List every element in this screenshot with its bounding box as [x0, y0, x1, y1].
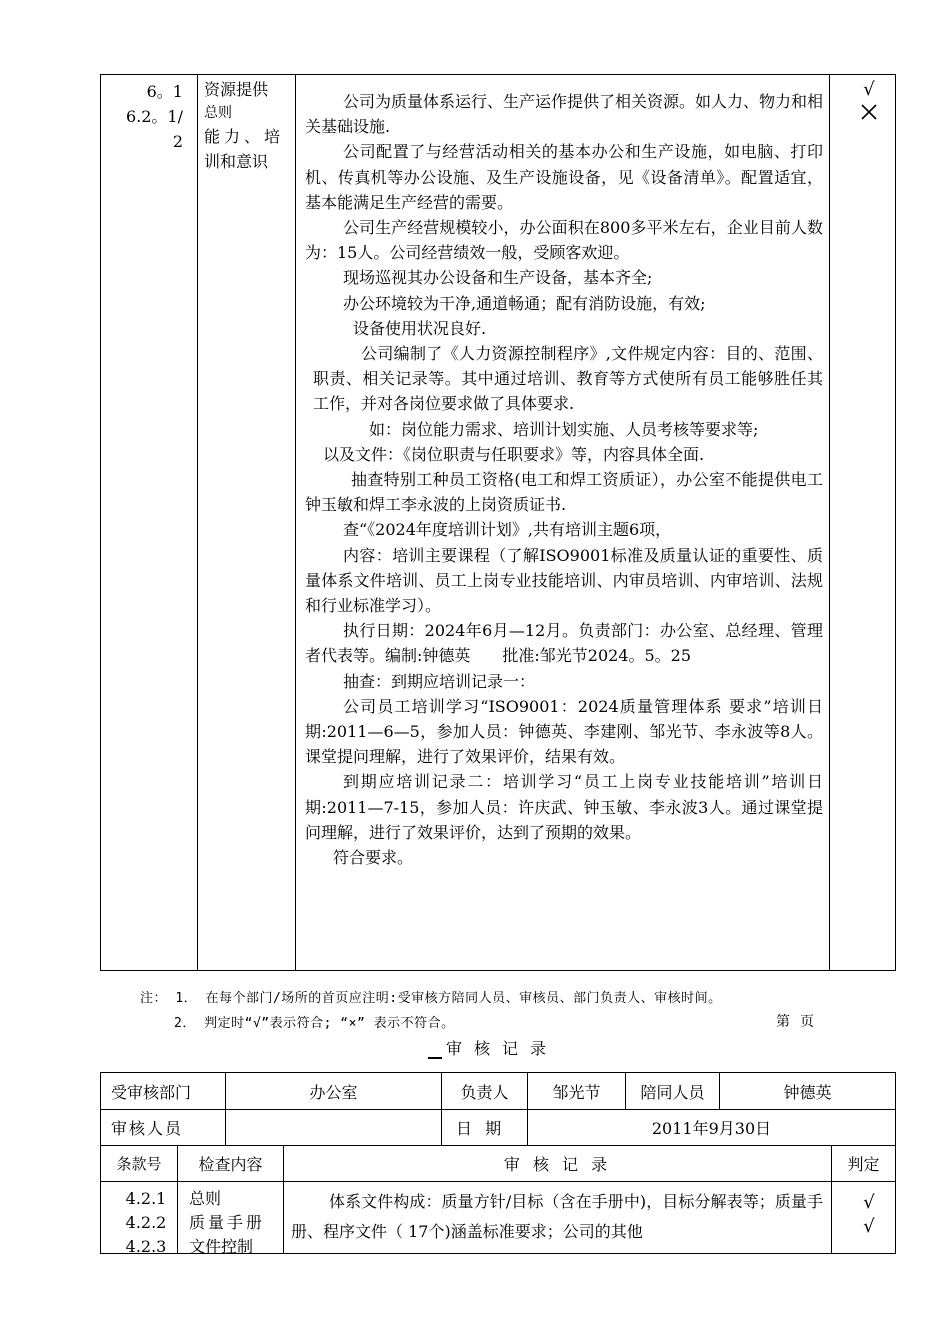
record-paragraph: 抽查特别工种员工资格(电工和焊工资质证），办公室不能提供电工钟玉敏和焊工李永波的上岗资质证书.: [305, 470, 823, 515]
col-record-header: 审 核 记 录: [283, 1145, 831, 1181]
audit-record-cell: [305, 89, 823, 870]
record-paragraph: 公司编制了《人力资源控制程序》,文件规定内容：目的、范围、职责、相关记录等。其中通过培训、教育等方式使所有员工能够胜任其工作，并对各岗位要求做了具体要求.: [313, 344, 823, 414]
check-mark-icon: √: [863, 1216, 875, 1237]
check-mark-icon: √: [863, 79, 875, 100]
page-number-label: 第页: [776, 1014, 824, 1030]
audit-record-title: [428, 1036, 558, 1059]
header-row-dept: [101, 1073, 895, 1110]
dept-value: 办公室: [225, 1073, 441, 1109]
column-divider: [295, 75, 296, 970]
column-divider: [829, 75, 830, 970]
verdict-cell: [841, 1191, 897, 1239]
clause-number-cell: [101, 79, 197, 154]
date-value: 2011年9月30日: [527, 1109, 895, 1145]
col-content-header: 检查内容: [177, 1145, 283, 1181]
record-paragraph: 如：岗位能力需求、培训计划实施、人员考核等要求等;: [369, 419, 759, 439]
record-paragraph: 公司配置了与经营活动相关的基本办公和生产设施，如电脑、打印机、传真机等办公设施、及生产设施设备，见《设备清单》。配置适宜，基本能满足生产经营的需要。: [305, 142, 823, 212]
head-value: 邹光节: [527, 1073, 625, 1109]
clause-line: 6.2。1/: [125, 107, 183, 126]
inspection-topic-cell: [189, 1187, 281, 1259]
escort-value: 钟德英: [719, 1073, 895, 1109]
clause-line: 2: [172, 132, 183, 151]
clause-line: 4.2.1: [125, 1189, 167, 1208]
auditor-label: 审核人员: [111, 1118, 184, 1138]
record-paragraph: 符合要求。: [333, 848, 414, 868]
check-mark-icon: √: [863, 1192, 875, 1213]
column-divider: [831, 1181, 832, 1253]
clause-line: 4.2.2: [125, 1213, 167, 1232]
clause-line: 6。1: [146, 82, 183, 101]
column-divider: [197, 75, 198, 970]
audit-body-row: [101, 1181, 895, 1256]
col-verdict-header: 判定: [831, 1145, 895, 1181]
escort-label: 陪同人员: [625, 1073, 719, 1109]
column-header-row: [101, 1145, 895, 1182]
date-label: 日 期: [441, 1109, 527, 1145]
col-clause-header: 条款号: [116, 1154, 162, 1173]
note-line-2: 2． 判定时“√”表示符合; “×” 表示不符合。: [174, 1016, 455, 1031]
record-paragraph: 公司生产经营规模较小，办公面积在800多平米左右，企业目前人数为：15人。公司经营绩效一般，受顾客欢迎。: [305, 218, 823, 263]
topic-line: 质量手册: [189, 1213, 266, 1232]
head-label: 负责人: [441, 1073, 527, 1109]
topic-line: 文件控制: [189, 1237, 254, 1256]
record-paragraph: 执行日期：2024年6月—12月。负责部门：办公室、总经理、管理者代表等。编制:钟德英 批准:邹光节2024。5。25: [305, 621, 823, 666]
document-audit-table: [100, 1072, 896, 1254]
record-paragraph: 内容：培训主要课程（了解ISO9001标准及质量认证的重要性、质量体系文件培训、员工上岗专业技能培训、内审员培训、内审培训、法规和行业标准学习）。: [305, 545, 823, 616]
topic-line: 能力、培: [204, 127, 285, 146]
record-paragraph: 查“《2024年度培训计划》,共有培训主题6项，: [343, 520, 672, 540]
audit-title-text: 审核记录: [446, 1039, 559, 1058]
topic-line: 总则: [189, 1189, 222, 1208]
resource-audit-table: [100, 74, 896, 971]
record-paragraph: 以及文件：《岗位职责与任职要求》等，内容具体全面.: [323, 444, 705, 464]
record-paragraph: 办公环境较为干净,通道畅通；配有消防设施，有效;: [343, 293, 706, 313]
clause-number-cell: [111, 1187, 181, 1259]
record-paragraph: 公司为质量体系运行、生产运作提供了相关资源。如人力、物力和相关基础设施.: [305, 92, 824, 137]
audit-record-cell: 体系文件构成：质量方针/目标（含在手册中)，目标分解表等；质量手册、程序文件（ 17个)涵盖标准要求；公司的其他: [291, 1192, 823, 1241]
verdict-cell: [841, 79, 897, 123]
inspection-topic-cell: [198, 77, 294, 174]
record-paragraph: 到期应培训记录二：培训学习“员工上岗专业技能培训”培训日期:2011—7-15，参加人员：许庆武、钟玉敏、李永波3人。通过课堂提问理解，进行了效果评价，达到了预期的效果。: [305, 772, 823, 842]
topic-line: 总则: [204, 105, 232, 121]
topic-line: 训和意识: [204, 152, 269, 171]
notes: [140, 986, 722, 1036]
record-paragraph: 设备使用状况良好.: [353, 318, 487, 338]
cross-mark-icon: [841, 101, 897, 123]
note-line-1: 注： 1． 在每个部门/场所的首页应注明:受审核方陪同人员、审核员、部门负责人、审核时间。: [140, 991, 722, 1006]
header-row-auditor: [101, 1109, 895, 1146]
column-divider: [283, 1181, 284, 1253]
auditor-value: [225, 1109, 441, 1145]
cross-icon: [861, 104, 877, 120]
record-paragraph: 抽查：到期应培训记录一：: [343, 671, 536, 691]
clause-line: 4.2.3: [125, 1237, 167, 1256]
topic-line: 资源提供: [204, 80, 269, 99]
record-paragraph: 公司员工培训学习“ISO9001：2024质量管理体系 要求”培训日期:2011—6—5，参加人员：钟德英、李建刚、邹光节、李永波等8人。课堂提问理解，进行了效果评价，结果有效。: [305, 696, 823, 767]
title-underline: [428, 1041, 442, 1059]
record-paragraph: 现场巡视其办公设备和生产设备，基本齐全;: [343, 268, 653, 288]
dept-label: 受审核部门: [111, 1082, 192, 1102]
